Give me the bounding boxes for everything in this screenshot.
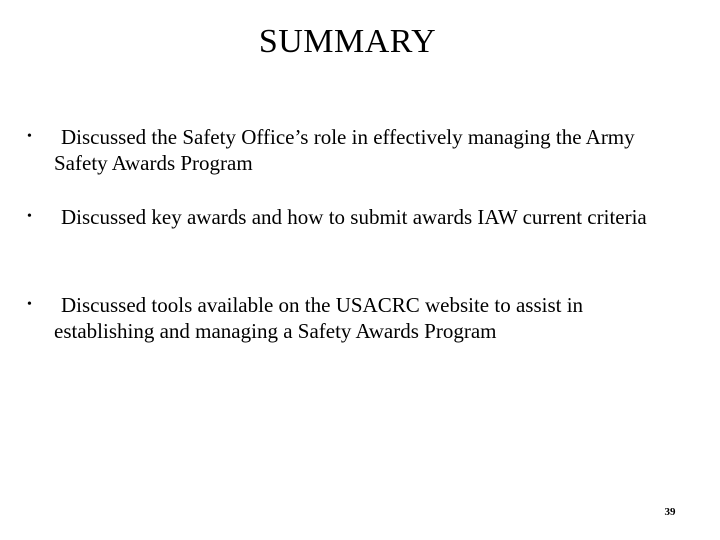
bullet-marker: • [27,297,32,312]
bullet-marker: • [27,209,32,224]
bullet-text: Discussed key awards and how to submit awards IAW current criteria [61,205,647,229]
bullet-text: Discussed tools available on the USACRC website to assist in establishing and managing a Safety Awards Program [54,293,584,343]
page-number: 39 [664,506,676,518]
bullet-text: Discussed the Safety Office’s role in effectively managing the Army Safety Awards Program [54,125,635,175]
slide-title: SUMMARY [258,23,437,60]
bullet-marker: • [27,129,32,144]
